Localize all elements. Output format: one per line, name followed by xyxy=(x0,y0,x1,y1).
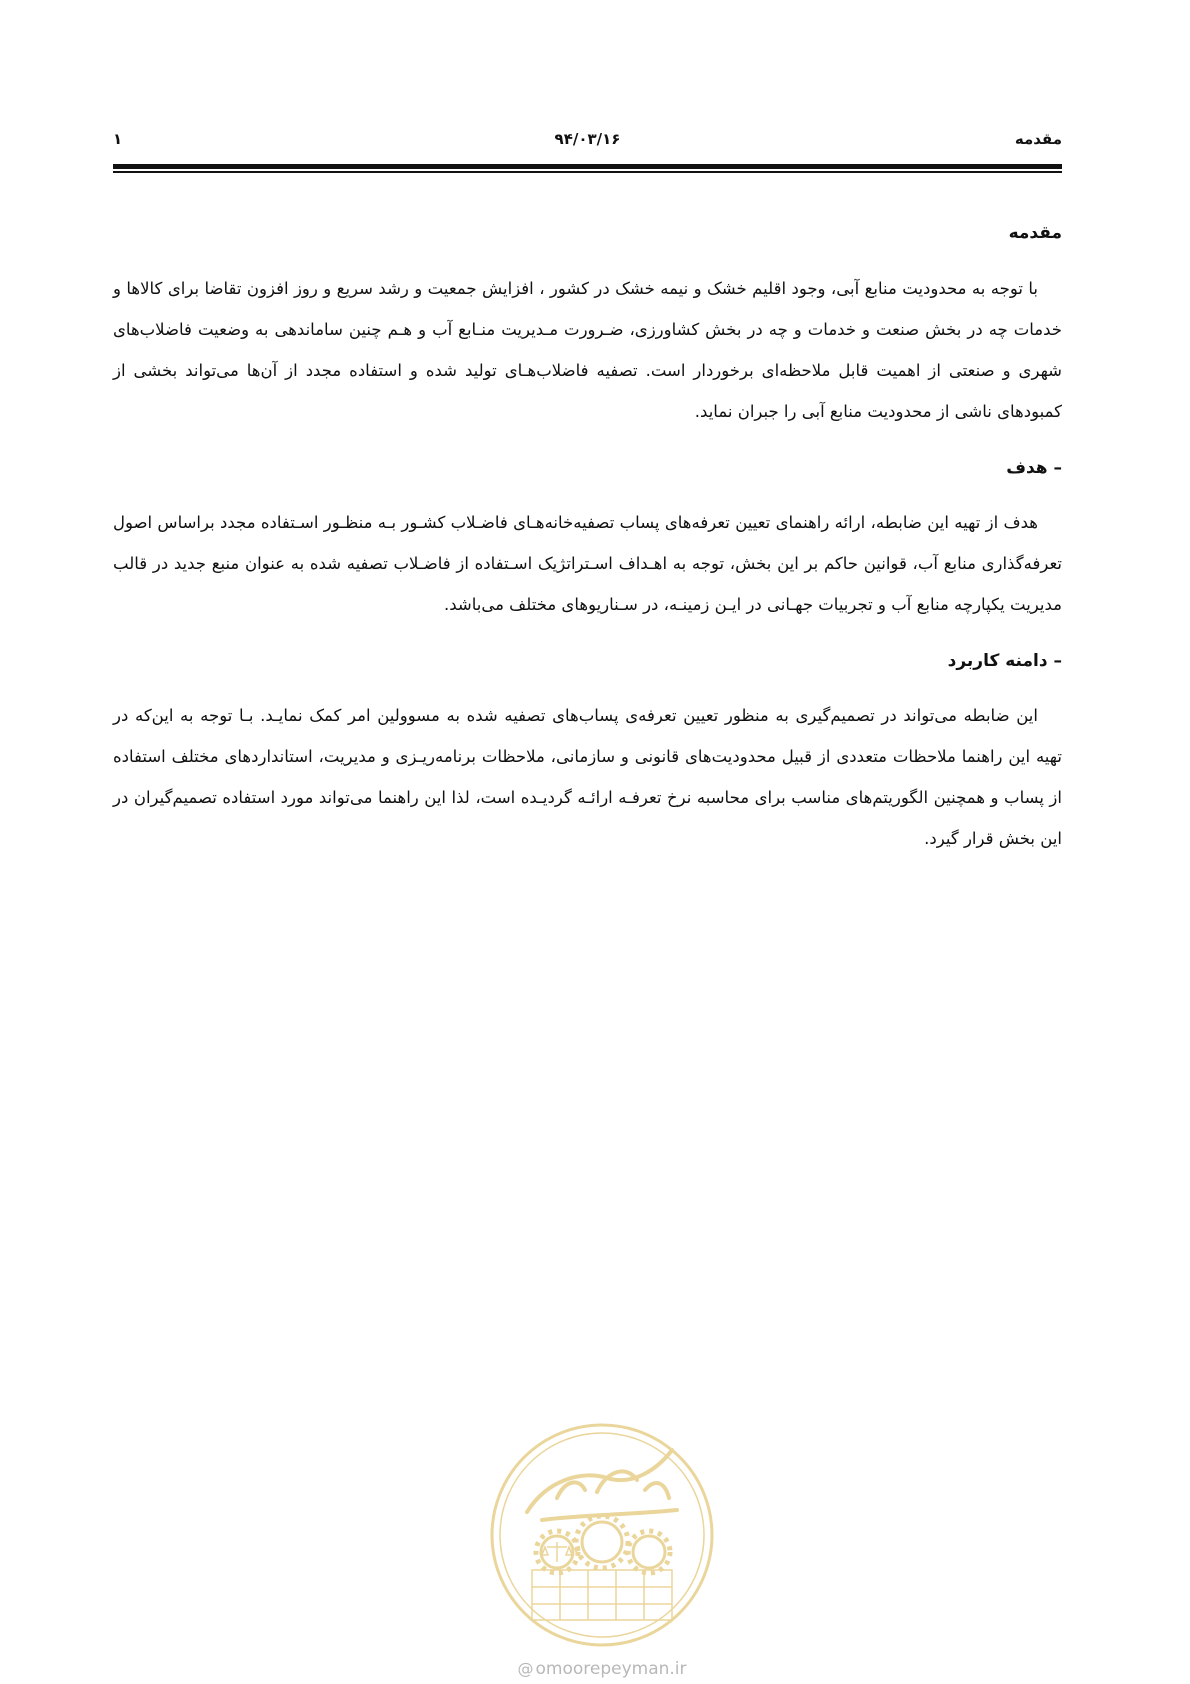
at-icon: @ xyxy=(517,1659,534,1678)
header-rule-thick xyxy=(113,164,1062,169)
watermark-url-text: omoorepeyman.ir xyxy=(535,1659,687,1679)
running-header xyxy=(113,130,1062,154)
watermark-url xyxy=(487,1659,717,1679)
document-body xyxy=(113,218,1062,859)
section-heading-scope: – دامنه کاربرد xyxy=(947,651,1062,671)
header-date: ۹۴/۰۳/۱۶ xyxy=(554,130,621,148)
header-rule-thin xyxy=(113,171,1062,173)
section-heading-introduction: مقدمه xyxy=(1008,223,1062,243)
header-section-title: مقدمه xyxy=(1014,130,1062,148)
header-page-number: ۱ xyxy=(113,130,123,148)
seal-logo-icon xyxy=(487,1420,717,1650)
section-paragraph-goal: هدف از تهیه این ضابطه، ارائه راهنمای تعیین تعرفه‌های پساب تصفیه‌خانه‌هـای فاضـلاب کشـور بـه منظـور اسـتفاده مجدد براساس اصول تعرفه‌گذاری منابع آب، قوانین حاکم بر این بخش، توجه به اهـداف اسـتراتژیک اسـتفاده از فاضـلاب تصفیه شده به عنوان منبع جدید در قالب مدیریت یکپارچه منابع آب و تجربیات جهـانی در ایـن زمینـه، در سـناریوهای مختلف می‌باشد. xyxy=(113,513,1062,614)
section-heading-goal: – هدف xyxy=(1006,458,1062,478)
section-paragraph-introduction: با توجه به محدودیت منابع آبی، وجود اقلیم خشک و نیمه خشک در کشور ، افزایش جمعیت و رشد سریع و روز افزون تقاضا برای کالاها و خدمات چه در بخش صنعت و خدمات و چه در بخش کشاورزی، ضـرورت مـدیریت منـابع آب و هـم چنین ساماندهی به وضعیت فاضلاب‌های شهری و صنعتی از اهمیت قابل ملاحظه‌ای برخوردار است. تصفیه فاضلاب‌هـای تولید شده و استفاده مجدد از آن‌ها می‌تواند بخشی از کمبودهای ناشی از محدودیت منابع آبی را جبران نماید. xyxy=(113,279,1062,421)
section-paragraph-scope: این ضابطه می‌تواند در تصمیم‌گیری به منظور تعیین تعرفه‌ی پساب‌های تصفیه شده به مسوولین امر کمک نمایـد. بـا توجه به این‌که در تهیه این راهنما ملاحظات متعددی از قبیل محدودیت‌های قانونی و سازمانی، ملاحظات برنامه‌ریـزی و مدیریت، استانداردهای مختلف استفاده از پساب و همچنین الگوریتم‌های مناسب برای محاسبه نرخ تعرفـه ارائـه گردیـده است، لذا این راهنما می‌تواند مورد استفاده تصمیم‌گیران در این بخش قرار گیرد. xyxy=(113,706,1062,848)
